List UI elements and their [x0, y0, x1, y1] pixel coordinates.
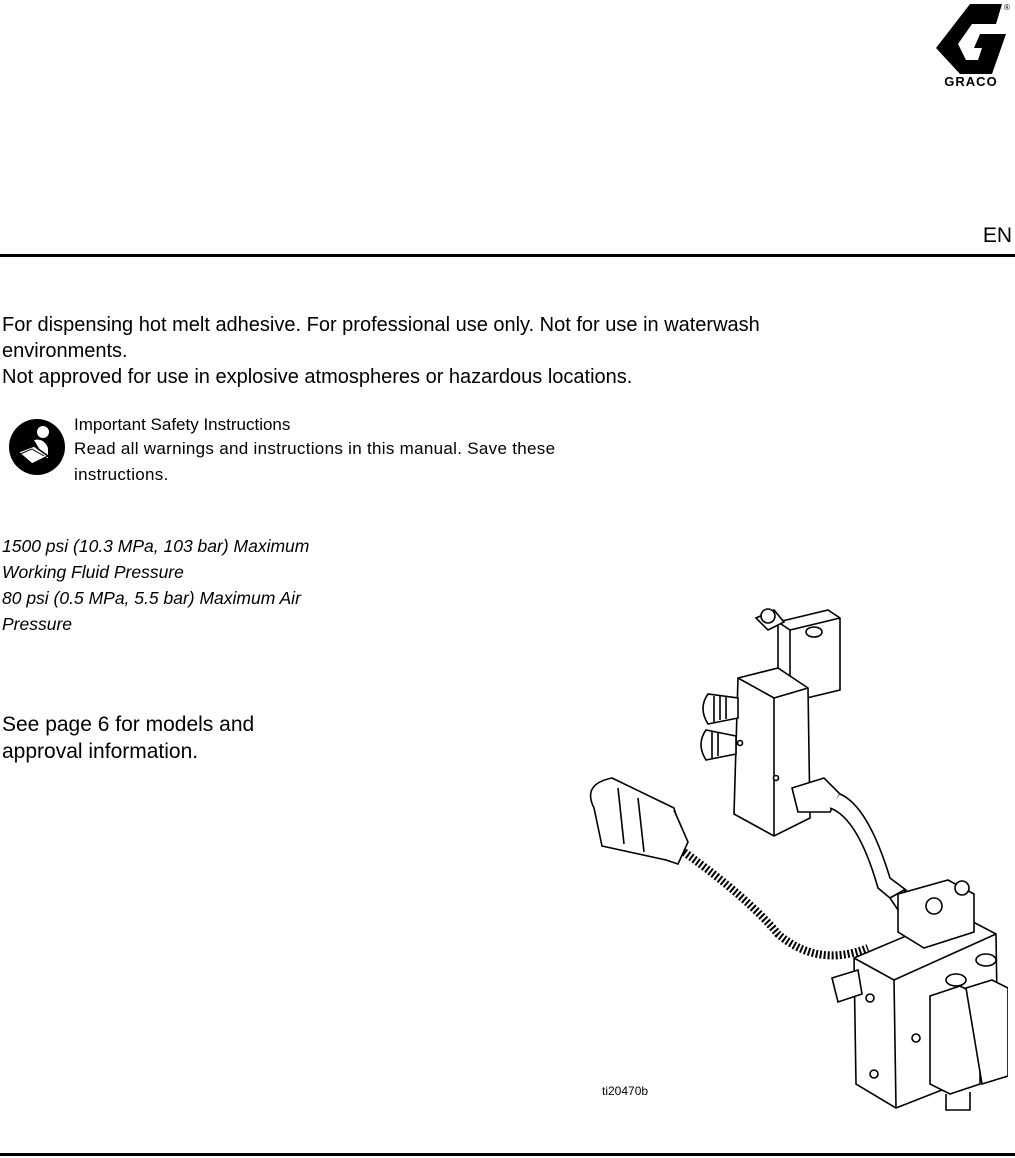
pressure-line: Pressure — [2, 614, 73, 634]
language-code: EN — [982, 224, 1012, 247]
pressure-line: 1500 psi (10.3 MPa, 103 bar) Maximum — [2, 536, 310, 556]
footer-divider — [0, 1153, 1015, 1156]
safety-text: instructions. — [74, 465, 169, 484]
intro-line: For dispensing hot melt adhesive. For professional use only. Not for use in waterwash — [2, 314, 760, 336]
product-illustration — [578, 598, 1008, 1118]
read-manual-icon — [8, 418, 66, 476]
logo-text: GRACO — [944, 74, 998, 89]
pressure-ratings — [2, 533, 372, 637]
intro-line: Not approved for use in explosive atmospheres or hazardous locations. — [2, 366, 633, 388]
logo-registered-mark: ® — [1004, 3, 1010, 12]
intro-statement — [2, 312, 902, 390]
figure-caption: ti20470b — [602, 1084, 649, 1098]
graco-logo — [928, 0, 1015, 92]
intro-line: environments. — [2, 340, 128, 362]
safety-text: Read all warnings and instructions in this manual. Save these — [74, 439, 556, 458]
header-divider — [0, 254, 1015, 257]
pressure-line: 80 psi (0.5 MPa, 5.5 bar) Maximum Air — [2, 588, 301, 608]
safety-instructions — [74, 414, 694, 488]
models-line: approval information. — [2, 740, 199, 763]
models-reference — [2, 711, 322, 765]
safety-title: Important Safety Instructions — [74, 415, 291, 434]
models-line: See page 6 for models and — [2, 713, 255, 736]
pressure-line: Working Fluid Pressure — [2, 562, 184, 582]
